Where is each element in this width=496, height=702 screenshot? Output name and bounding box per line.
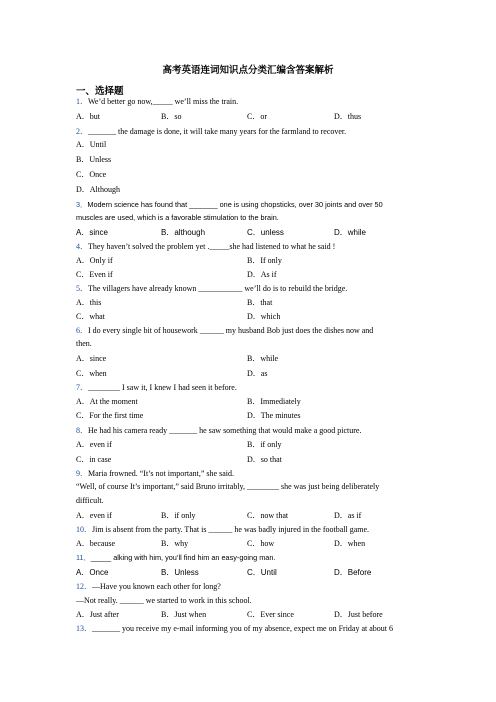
q6-option-d[interactable]: D．as: [247, 369, 268, 378]
q6-option-b[interactable]: B．while: [247, 354, 279, 363]
q5-option-a[interactable]: A．this: [76, 298, 102, 307]
q11-option-d[interactable]: D．Before: [334, 568, 372, 577]
question-11: 11．_____ alking with him, you’ll find him an easy-going man.: [76, 553, 276, 562]
q11-option-b[interactable]: B．Unless: [161, 568, 199, 577]
question-3-cont: muscles are used, which is a favorable stimulation to the brain.: [76, 213, 279, 222]
q12-option-c[interactable]: C．Ever since: [247, 610, 294, 619]
q10-option-d[interactable]: D．when: [334, 539, 366, 548]
q5-option-c[interactable]: C．what: [76, 312, 105, 321]
q10-option-c[interactable]: C．how: [247, 539, 275, 548]
q7-option-c[interactable]: C．For the first time: [76, 411, 144, 420]
q2-option-a[interactable]: A．Until: [76, 140, 107, 149]
q12-option-b[interactable]: B．Just when: [161, 610, 207, 619]
question-6-cont: then.: [76, 339, 92, 348]
q9-option-b[interactable]: B．if only: [161, 511, 196, 520]
q9-option-c[interactable]: C．now that: [247, 511, 289, 520]
q12-option-a[interactable]: A．Just after: [76, 610, 119, 619]
question-2: 2．_______ the damage is done, it will take many years for the farmland to recover.: [76, 127, 347, 136]
q6-option-a[interactable]: A．since: [76, 354, 107, 363]
q7-option-b[interactable]: B．Immediately: [247, 397, 301, 406]
question-13: 13．_______ you receive my e-mail informing you of my absence, expect me on Friday at about 6: [76, 624, 394, 633]
q8-option-d[interactable]: D．so that: [247, 455, 282, 464]
q2-option-c[interactable]: C．Once: [76, 170, 107, 179]
q2-option-b[interactable]: B．Unless: [76, 155, 112, 164]
q4-option-c[interactable]: C．Even if: [76, 270, 113, 279]
q6-option-c[interactable]: C．when: [76, 369, 107, 378]
question-9-line2: “Well, of course It’s important,” said Bruno irritably, ________ she was just being deliberately: [76, 482, 380, 491]
q2-option-d[interactable]: D．Although: [76, 185, 120, 194]
q8-option-c[interactable]: C．in case: [76, 455, 112, 464]
q3-option-d[interactable]: D．while: [334, 228, 367, 237]
question-7: 7．________ I saw it, I knew I had seen it before.: [76, 383, 237, 392]
q10-option-b[interactable]: B．why: [161, 539, 189, 548]
q8-option-a[interactable]: A．even if: [76, 440, 112, 449]
question-5: 5．The villagers have already known ___________ we’ll do is to rebuild the bridge.: [76, 284, 348, 293]
q3-option-c[interactable]: C．unless: [247, 228, 284, 237]
q7-option-a[interactable]: A．At the moment: [76, 397, 138, 406]
q5-option-d[interactable]: D．which: [247, 312, 281, 321]
question-6: 6．I do every single bit of housework ______ my husband Bob just does the dishes now and: [76, 326, 374, 335]
q8-option-b[interactable]: B．if only: [247, 440, 282, 449]
q7-option-d[interactable]: D．The minutes: [247, 411, 301, 420]
question-9: 9．Maria frowned. “It’s not important,” she said.: [76, 469, 234, 478]
q4-option-b[interactable]: B．If only: [247, 256, 282, 265]
section-heading: 一、选择题: [76, 87, 124, 97]
q9-option-a[interactable]: A．even if: [76, 511, 112, 520]
question-3: 3．Modern science has found that _______ one is using chopsticks, over 30 joints and over 50: [76, 200, 383, 209]
q1-option-b[interactable]: B．so: [161, 112, 182, 121]
question-12: 12．—Have you known each other for long?: [76, 582, 221, 591]
q3-option-a[interactable]: A．since: [76, 228, 109, 237]
q3-option-b[interactable]: B．although: [161, 228, 206, 237]
q1-option-c[interactable]: C．or: [247, 112, 267, 121]
question-9-line3: difficult.: [76, 496, 104, 505]
q11-option-c[interactable]: C．Until: [247, 568, 277, 577]
q1-option-d[interactable]: D．thus: [334, 112, 362, 121]
q5-option-b[interactable]: B．that: [247, 298, 273, 307]
q4-option-a[interactable]: A．Only if: [76, 256, 113, 265]
question-10: 10．Jim is absent from the party. That is ______ he was badly injured in the football game.: [76, 525, 370, 534]
document-title: 高考英语连词知识点分类汇编含答案解析: [162, 66, 334, 76]
question-8: 8．He had his camera ready _______ he saw something that would make a good picture.: [76, 426, 362, 435]
q9-option-d[interactable]: D．as if: [334, 511, 362, 520]
question-1: 1．We’d better go now,_____ we’ll miss the train.: [76, 97, 239, 106]
q4-option-d[interactable]: D．As if: [247, 270, 277, 279]
q11-option-a[interactable]: A．Once: [76, 568, 109, 577]
q1-option-a[interactable]: A．but: [76, 112, 100, 121]
question-12-line2: —Not really. ______ we started to work in this school.: [76, 596, 252, 605]
question-4: 4．They haven’t solved the problem yet ._____she had listened to what he said !: [76, 242, 336, 251]
q10-option-a[interactable]: A．because: [76, 539, 116, 548]
q12-option-d[interactable]: D．Just before: [334, 610, 383, 619]
